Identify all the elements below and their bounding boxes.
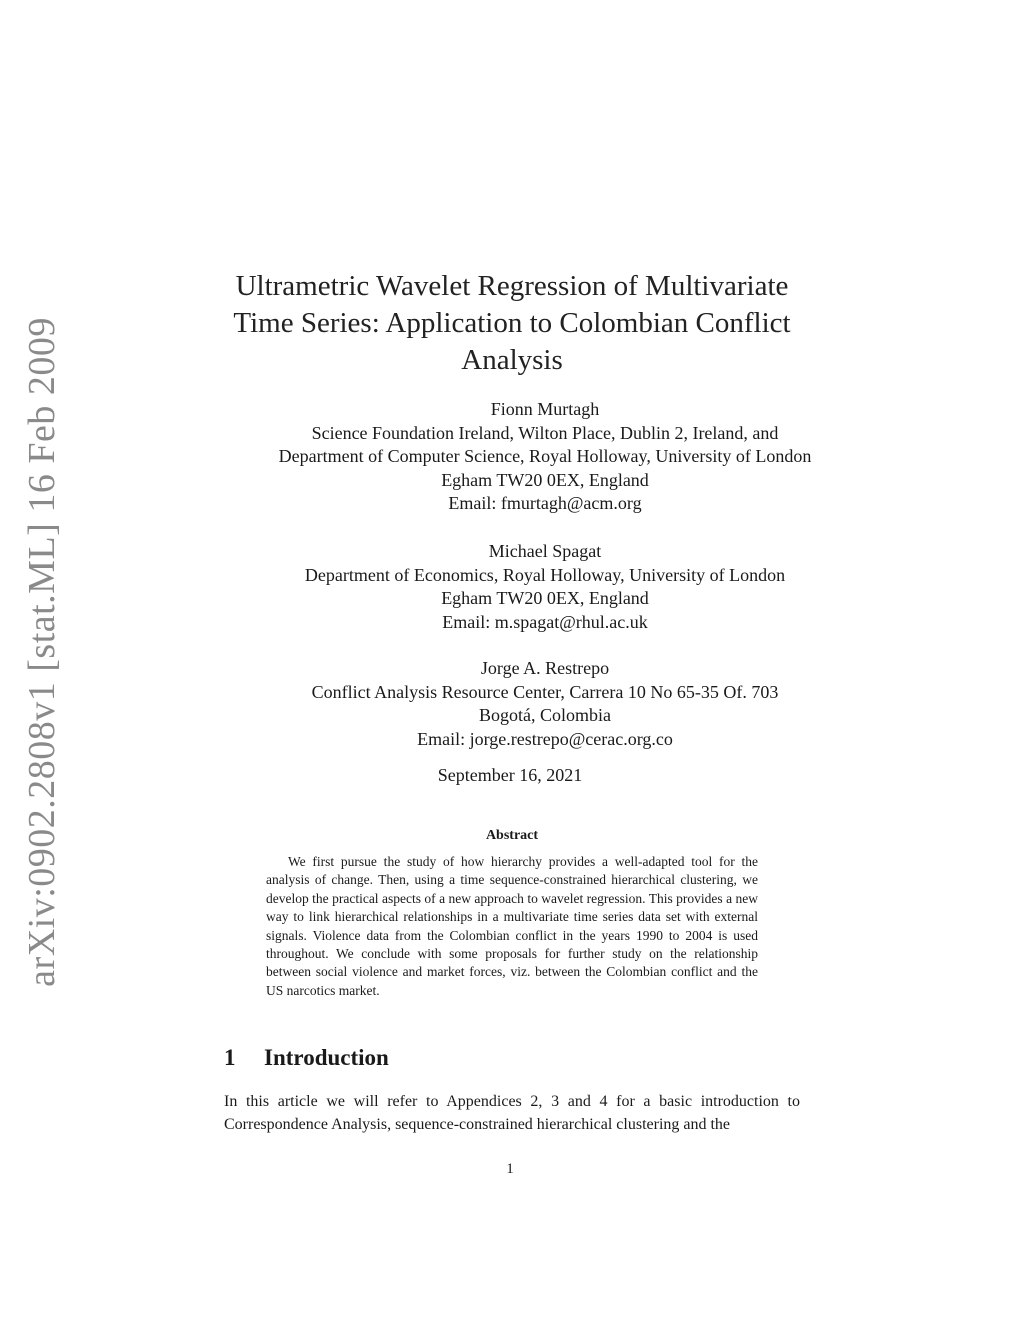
author-affiliation-line: Conflict Analysis Resource Center, Carrera 10 No 65-35 Of. 703 [311, 681, 779, 702]
section-heading [224, 1045, 389, 1071]
paper-date: September 16, 2021 [437, 765, 583, 785]
author-affiliation-line: Egham TW20 0EX, England [441, 588, 649, 608]
author-block-murtagh [220, 398, 870, 516]
author-affiliation-line: Department of Computer Science, Royal Holloway, University of London [278, 446, 812, 466]
arxiv-identifier-stamp: arXiv:0902.2808v1 [stat.ML] 16 Feb 2009 [21, 317, 63, 987]
author-name: Fionn Murtagh [490, 399, 600, 419]
author-affiliation-line: Science Foundation Ireland, Wilton Place, Dublin 2, Ireland, and [311, 422, 779, 443]
author-affiliation-line: Bogotá, Colombia [479, 705, 611, 725]
author-name: Michael Spagat [488, 541, 602, 561]
abstract-heading: Abstract [485, 828, 539, 843]
author-email: Email: m.spagat@rhul.ac.uk [442, 611, 648, 632]
author-email: Email: jorge.restrepo@cerac.org.co [417, 728, 673, 749]
abstract-text: We first pursue the study of how hierarchy provides a well-adapted tool for the analysis of change. Then, using a time sequence-constrained hierarchical clustering, we develop the practical aspects of a new approach to wavelet regression. This provides a new way to link hierarchical relationships in a multivariate time series data set with external signals. Violence data from the Colombian conflict in the years 1990 to 2004 is used throughout. We conclude with some proposals for further study on the relationship between social violence and market forces, viz. between the Colombian conflict and the US narcotics market. [266, 854, 758, 998]
author-block-restrepo [220, 657, 870, 751]
section-body-text: In this article we will refer to Appendices 2, 3 and 4 for a basic introduction to Correspondence Analysis, sequence-constrained hierarchical clustering and the [224, 1093, 800, 1133]
author-block-spagat [220, 540, 870, 634]
author-affiliation-line: Egham TW20 0EX, England [441, 469, 649, 490]
author-name: Jorge A. Restrepo [480, 658, 610, 678]
author-email: Email: fmurtagh@acm.org [448, 493, 642, 513]
author-affiliation-line: Department of Economics, Royal Holloway, University of London [304, 564, 786, 585]
page-number: 1 [506, 1161, 514, 1177]
paper-title: Ultrametric Wavelet Regression of Multivariate Time Series: Application to Colombian Conflict Analysis [233, 270, 791, 376]
section-title: Introduction [264, 1045, 389, 1070]
section-number: 1 [224, 1045, 236, 1070]
